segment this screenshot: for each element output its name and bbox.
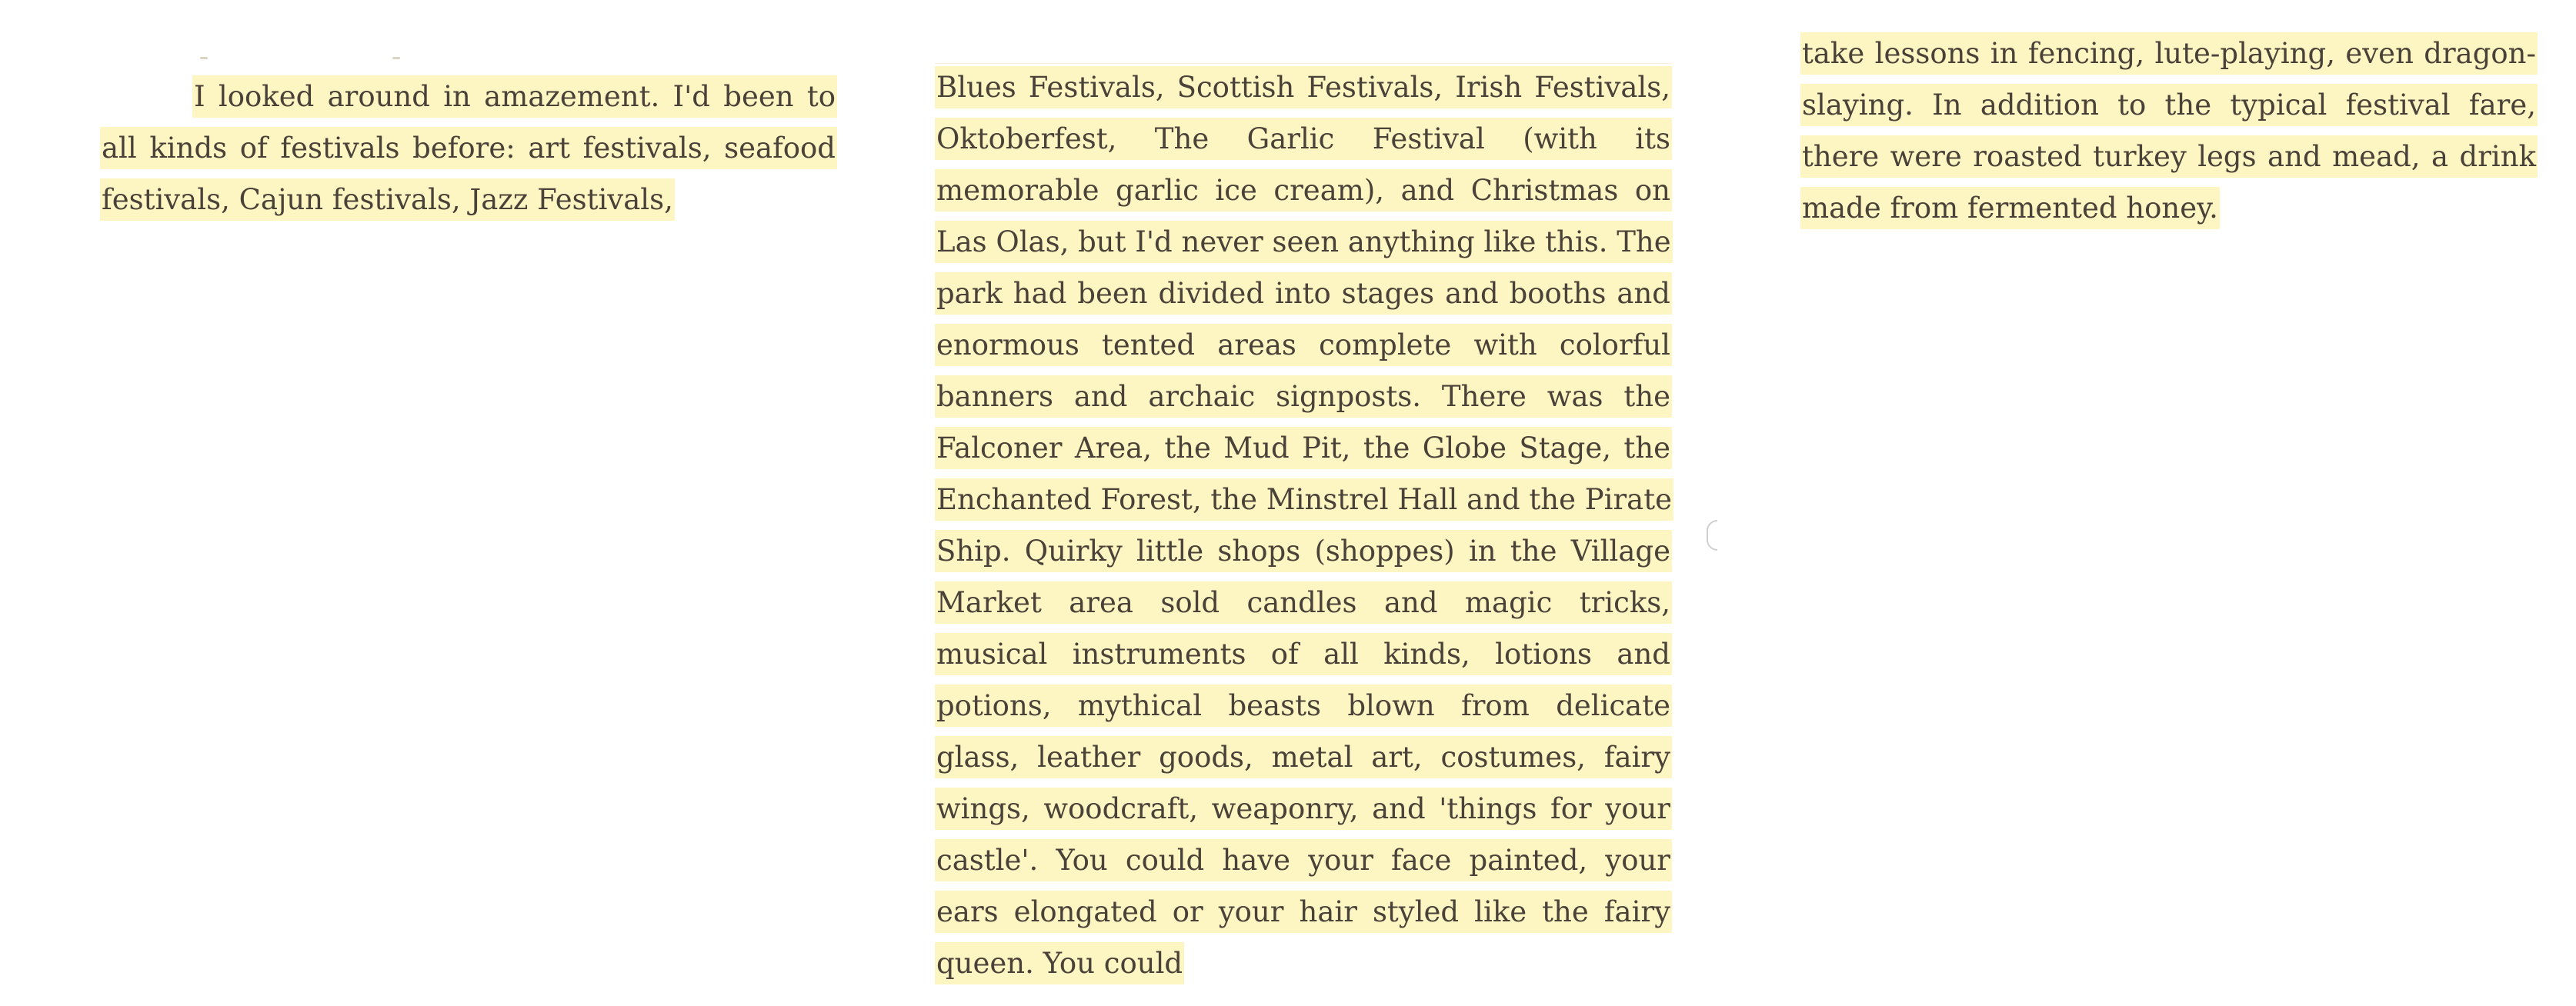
text-column-3 [1800, 28, 2538, 234]
page-top-marks [200, 57, 431, 60]
text-column-1 [100, 71, 837, 225]
text-column-2 [935, 62, 1672, 989]
highlighted-passage-2[interactable]: Blues Festivals, Scottish Festivals, Irish Festivals, Oktoberfest, The Garlic Festival (with its memorable garlic ice cream), and Christmas on Las Olas, but I'd never seen anything like this. The park had been divided into stages and booths and enormous tented areas complete with colorful banners and archaic signposts. There was the Falconer Area, the Mud Pit, the Globe Stage, the Enchanted Forest, the Minstrel Hall and the Pirate Ship. Quirky little shops (shoppes) in the Village Market area sold candles and magic tricks, musical instruments of all kinds, lotions and potions, mythical beasts blown from delicate glass, leather goods, metal art, costumes, fairy wings, woodcraft, weaponry, and 'things for your castle'. You could have your face painted, your ears elongated or your hair styled like the fairy queen. You could [936, 71, 1673, 980]
highlighted-passage-3[interactable]: take lessons in fencing, lute-playing, even dragon-slaying. In addition to the typical festival fare, there were roasted turkey legs and mead, a drink made from fermented honey. [1802, 37, 2536, 225]
highlighted-passage-1[interactable]: I looked around in amazement. I'd been to all kinds of festivals before: art festivals, seafood festivals, Cajun festivals, Jazz Festivals, [102, 80, 836, 216]
selection-handle-icon[interactable] [1707, 520, 1717, 551]
